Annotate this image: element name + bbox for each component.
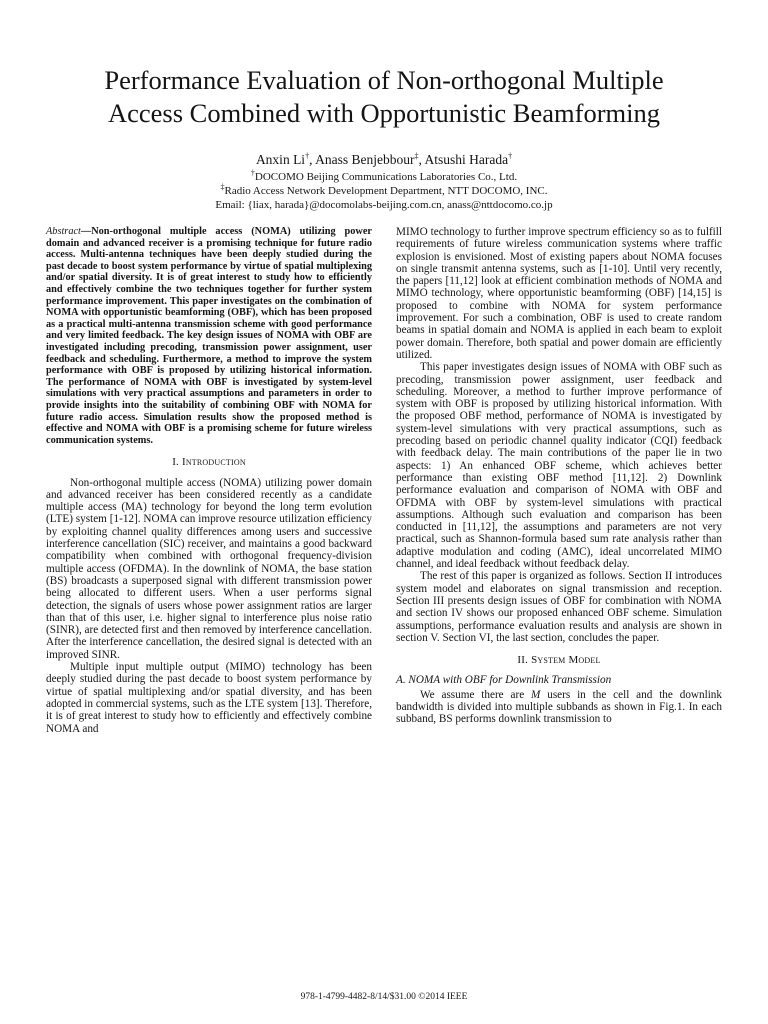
section-heading-introduction — [46, 456, 372, 468]
author-separator: , — [418, 152, 425, 167]
author-name: Anass Benjebbour — [315, 152, 415, 167]
variable-m: M — [531, 688, 541, 701]
author-mark: † — [305, 151, 310, 161]
paragraph: Multiple input multiple output (MIMO) technology has been deeply studied during the past decade to boost system performance by virtue of spatial multiplexing and/or spatial diversity, and has been adopted in commercial systems, such as the LTE system [13]. Therefore, it is of great interest to study how to efficiently and effectively combine NOMA and — [46, 661, 372, 735]
section-title: System Model — [531, 654, 601, 667]
section-number: I. — [172, 456, 180, 469]
affiliation — [40, 170, 728, 184]
affiliation-text: DOCOMO Beijing Communications Laboratories Co., Ltd. — [254, 171, 518, 183]
affiliation-mark: † — [250, 168, 255, 178]
abstract-dash: — — [80, 226, 92, 237]
author-separator: , — [309, 152, 316, 167]
author-name: Atsushi Harada — [424, 152, 509, 167]
title-line-1: Performance Evaluation of Non-orthogonal Multiple — [104, 65, 664, 95]
affiliation — [40, 184, 728, 198]
author-email: Email: {liax, harada}@docomolabs-beijing.com.cn, anass@nttdocomo.co.jp — [215, 199, 553, 211]
paragraph: The rest of this paper is organized as follows. Section II introduces system model and elaborates on signal transmission and reception. Section III presents design issues of OBF for combination with NOMA and section IV shows our proposed enhanced OBF scheme. Simulation assumptions, performance evaluation results and analysis are shown in section V. Section VI, the last section, concludes the paper. — [396, 570, 722, 644]
section-number: II. — [517, 654, 529, 667]
paragraph: This paper investigates design issues of NOMA with OBF such as precoding, transmission power assignment, user feedback and scheduling. Moreover, a method to further improve performance of system with OBF is proposed by utilizing historical information. With the proposed OBF method, performance of NOMA is investigated by system-level simulations with very practical assumptions, such as precoding based on periodic channel quality indicator (CQI) feedback with feedback delay. The main contributions of the paper lie in two aspects: 1) An enhanced OBF scheme, which achieves better performance than existing OBF method [11,12]. 2) Downlink performance evaluation and comparison of NOMA with OBF and OFDMA with OBF by system-level simulations with practical assumptions. Although such evaluation and comparison has been conducted in [11,12], the assumptions and parameters are not very practical, such as Shannon-formula based sum rate analysis rather than adaptive modulation and coding (AMC), ideal uncorrelated MIMO channel, and ideal feedback without feedback delay. — [396, 361, 722, 571]
right-column — [396, 226, 722, 726]
paragraph — [396, 689, 722, 726]
paragraph-text: We assume there are — [420, 688, 532, 701]
section-heading-system-model — [396, 654, 722, 666]
section-title: Introduction — [181, 456, 246, 469]
affiliation-text: Radio Access Network Development Department, NTT DOCOMO, INC. — [224, 185, 548, 197]
subsection-heading: A. NOMA with OBF for Downlink Transmission — [396, 674, 612, 687]
paper-title — [40, 64, 728, 130]
abstract-text: Non-orthogonal multiple access (NOMA) utilizing power domain and advanced receiver is a promising technique for future radio access. Multi-antenna techniques have been deeply studied during the past decade to boost system performance by virtue of spatial multiplexing and/or spatial diversity. It is of great interest to study how to efficiently and effectively combine the two techniques together for further system performance improvement. This paper investigates on the combination of NOMA with opportunistic beamforming (OBF), which has been proposed as a practical multi-antenna transmission scheme with good performance and very limited feedback. The key design issues of NOMA with OBF are investigated including precoding, transmission power assignment, user feedback and scheduling. Furthermore, a method to improve the system performance with OBF is proposed by utilizing historical information. The performance of NOMA with OBF is investigated by system-level simulations with very practical assumptions and parameters in order to provide insights into the suitability of combining OBF with NOMA for future radio access. Simulation results show the proposed method is effective and NOMA with OBF is a promising scheme for future wireless communication systems. — [46, 226, 372, 446]
abstract — [46, 226, 372, 446]
paragraph: MIMO technology to further improve spectrum efficiency so as to fulfill requirements of future wireless communication systems where traffic explosion is envisioned. Most of existing papers about NOMA focuses on single transmit antenna systems, such as [1-10]. Until very recently, the papers [11,12] look at efficient combination methods of NOMA and MIMO technology, where opportunistic beamforming (OBF) [14,15] is proposed to combine with NOMA for system performance improvement. For such a combination, OBF is used to create random beams in spatial domain and NOMA is applied in each beam to exploit power domain. Therefore, both spatial and power domain are efficiently utilized. — [396, 226, 722, 361]
title-line-2: Access Combined with Opportunistic Beamforming — [108, 98, 660, 128]
author-name: Anxin Li — [255, 152, 306, 167]
affiliation-mark: ‡ — [220, 182, 225, 192]
copyright-footer: 978-1-4799-4482-8/14/$31.00 ©2014 IEEE — [300, 992, 468, 1002]
author-list — [40, 152, 728, 168]
author-mark: † — [508, 151, 513, 161]
author-mark: ‡ — [414, 151, 419, 161]
left-column — [46, 226, 372, 735]
abstract-label: Abstract — [46, 226, 81, 237]
paragraph: Non-orthogonal multiple access (NOMA) utilizing power domain and advanced receiver has been considered recently as a candidate multiple access (MA) technology for beyond the long term evolution (LTE) system [1-12]. NOMA can improve resource utilization efficiency by exploiting channel quality differences among users and successive interference cancellation (SIC) receiver, and maintains a good backward compatibility when combined with orthogonal frequency-division multiple access (OFDMA). In the downlink of NOMA, the base station (BS) broadcasts a superposed signal with different transmission power being allocated to different users. When a user performs signal detection, the signals of users whose power assignment ratios are larger than that of this user, i.e. higher signal to interference plus noise ratio (SINR), are detected first and then removed by interference cancellation. After the interference cancellation, the desired signal is detected with an improved SINR. — [46, 476, 372, 661]
paragraph-text: users in the cell and the downlink bandwidth is divided into multiple subbands as shown in Fig.1. In each subband, BS performs downlink transmission to — [396, 688, 722, 726]
